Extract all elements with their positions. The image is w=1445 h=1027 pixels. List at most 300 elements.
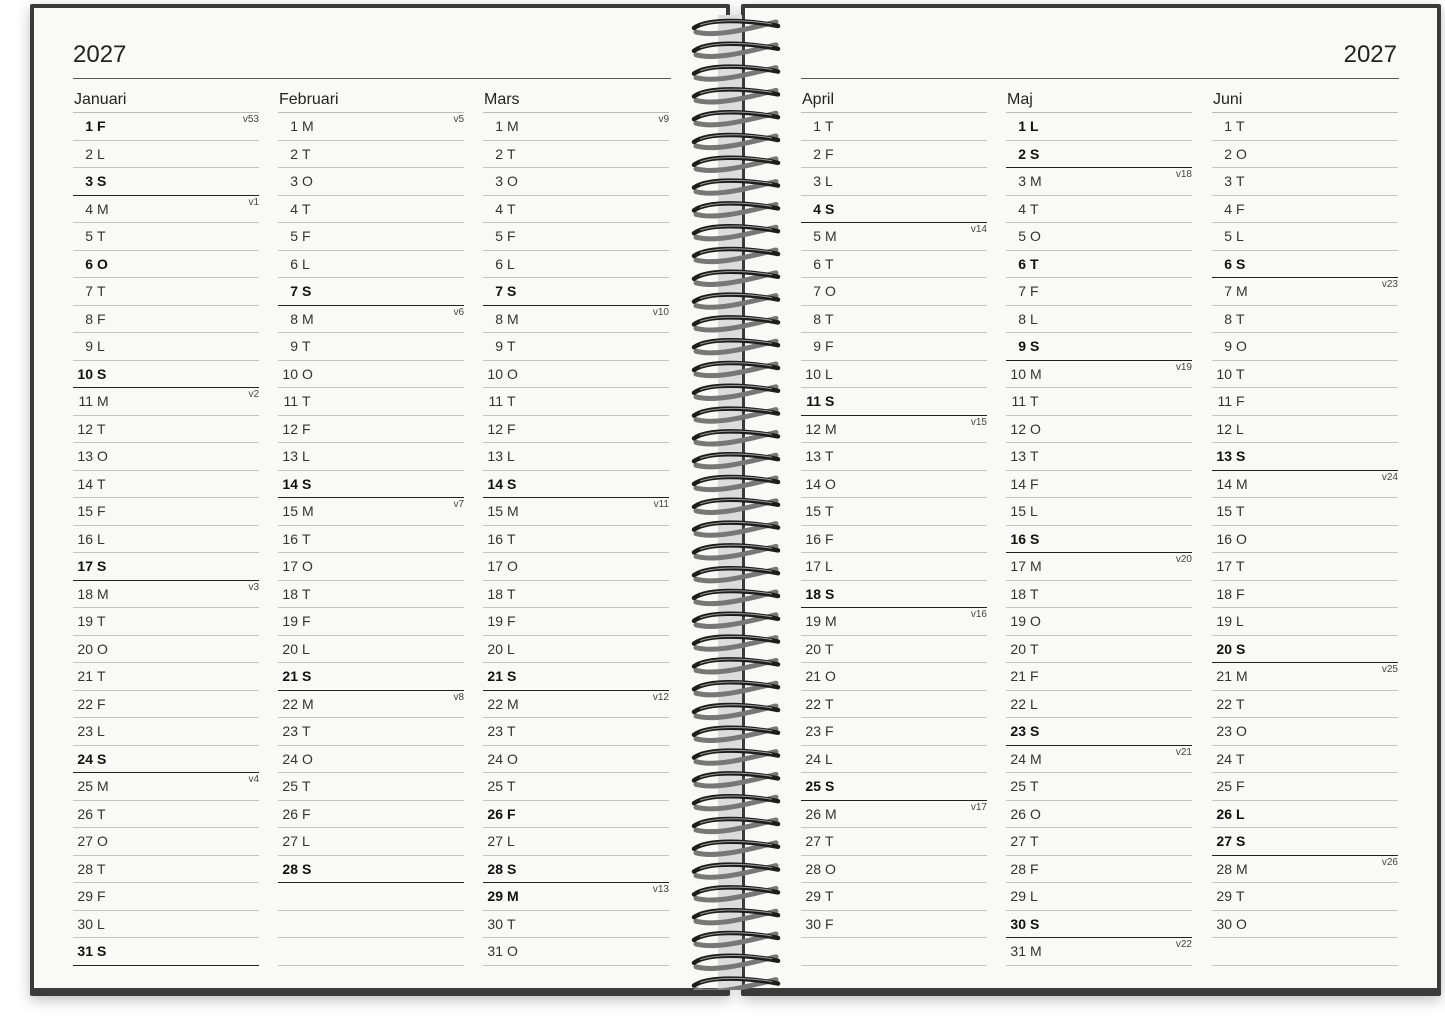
day-row[interactable] bbox=[278, 113, 464, 141]
day-row[interactable] bbox=[278, 608, 464, 636]
spiral-loop bbox=[694, 636, 778, 649]
day-row[interactable] bbox=[801, 718, 987, 746]
day-row[interactable] bbox=[801, 361, 987, 389]
weekday-letter: M bbox=[1236, 475, 1248, 492]
spiral-loop bbox=[694, 272, 778, 285]
spiral-loop bbox=[694, 864, 778, 877]
day-row[interactable] bbox=[801, 663, 987, 691]
day-row[interactable] bbox=[1006, 526, 1192, 554]
day-row[interactable] bbox=[483, 856, 669, 884]
day-row[interactable] bbox=[801, 608, 987, 636]
day-row[interactable] bbox=[1212, 718, 1398, 746]
spiral-loop bbox=[694, 910, 778, 923]
day-row[interactable] bbox=[483, 168, 669, 196]
weekday-letter: T bbox=[97, 283, 106, 299]
day-number: 12 bbox=[805, 420, 821, 437]
day-number: 2 bbox=[290, 145, 298, 162]
day-row[interactable] bbox=[483, 526, 669, 554]
weekday-letter: O bbox=[97, 833, 108, 849]
day-row[interactable] bbox=[278, 773, 464, 801]
month-column bbox=[73, 90, 259, 966]
day-row[interactable] bbox=[73, 416, 259, 444]
day-row[interactable] bbox=[1212, 553, 1398, 581]
day-row[interactable] bbox=[1212, 801, 1398, 829]
day-number: 15 bbox=[1010, 503, 1026, 519]
day-row[interactable] bbox=[73, 938, 259, 966]
day-row[interactable] bbox=[801, 333, 987, 361]
day-row[interactable] bbox=[73, 828, 259, 856]
day-row[interactable] bbox=[801, 141, 987, 169]
day-row[interactable] bbox=[1212, 498, 1398, 526]
day-list bbox=[483, 113, 669, 966]
day-number: 9 bbox=[290, 338, 298, 354]
weekday-letter: M bbox=[302, 118, 314, 134]
weekday-letter: O bbox=[1030, 228, 1041, 244]
day-row[interactable] bbox=[1212, 223, 1398, 251]
day-row[interactable] bbox=[73, 608, 259, 636]
day-row[interactable] bbox=[801, 113, 987, 141]
day-row[interactable] bbox=[1006, 608, 1192, 636]
day-row[interactable] bbox=[483, 553, 669, 581]
day-row[interactable] bbox=[1006, 113, 1192, 141]
weekday-letter: T bbox=[1236, 888, 1245, 904]
day-row[interactable] bbox=[73, 636, 259, 664]
day-row[interactable] bbox=[73, 911, 259, 939]
spiral-loop bbox=[694, 500, 778, 513]
day-row[interactable] bbox=[278, 251, 464, 279]
day-row[interactable] bbox=[483, 113, 669, 141]
day-row[interactable] bbox=[73, 251, 259, 279]
weekday-letter: F bbox=[825, 338, 834, 354]
day-number: 18 bbox=[1010, 585, 1026, 602]
day-row[interactable] bbox=[1212, 416, 1398, 444]
day-row[interactable] bbox=[483, 333, 669, 361]
day-row[interactable] bbox=[801, 581, 987, 609]
day-row[interactable] bbox=[1006, 388, 1192, 416]
day-row[interactable] bbox=[483, 416, 669, 444]
day-row[interactable] bbox=[801, 691, 987, 719]
day-number: 21 bbox=[282, 668, 298, 684]
day-row[interactable] bbox=[801, 553, 987, 581]
spiral-loop bbox=[694, 363, 778, 376]
weekday-letter: L bbox=[825, 750, 833, 767]
day-number: 11 bbox=[1217, 393, 1232, 409]
day-number: 8 bbox=[1018, 310, 1026, 327]
day-row[interactable] bbox=[278, 663, 464, 691]
day-row[interactable] bbox=[73, 443, 259, 471]
day-row[interactable] bbox=[483, 608, 669, 636]
weekday-letter: T bbox=[302, 778, 311, 794]
day-row[interactable] bbox=[278, 278, 464, 306]
day-number: 16 bbox=[805, 530, 821, 547]
day-row[interactable] bbox=[73, 663, 259, 691]
weekday-letter: S bbox=[1236, 640, 1246, 657]
month-name: Maj bbox=[1006, 90, 1192, 113]
day-number: 8 bbox=[813, 310, 821, 327]
day-row[interactable] bbox=[1006, 718, 1192, 746]
day-row[interactable] bbox=[801, 746, 987, 774]
day-row[interactable] bbox=[73, 801, 259, 829]
day-row[interactable] bbox=[1212, 141, 1398, 169]
day-row[interactable] bbox=[1212, 168, 1398, 196]
day-row[interactable] bbox=[1212, 911, 1398, 939]
day-row[interactable] bbox=[1006, 828, 1192, 856]
day-row[interactable] bbox=[1006, 938, 1192, 966]
day-row[interactable] bbox=[801, 471, 987, 499]
day-row[interactable] bbox=[278, 718, 464, 746]
day-row[interactable] bbox=[1212, 361, 1398, 389]
day-row[interactable] bbox=[1212, 278, 1398, 306]
day-row[interactable] bbox=[801, 526, 987, 554]
weekday-letter: M bbox=[97, 778, 109, 794]
weekday-letter: S bbox=[1030, 338, 1040, 354]
day-row[interactable] bbox=[801, 773, 987, 801]
day-row[interactable] bbox=[1006, 443, 1192, 471]
day-number: 4 bbox=[290, 200, 298, 217]
day-row[interactable] bbox=[73, 168, 259, 196]
day-row[interactable] bbox=[483, 223, 669, 251]
day-number: 9 bbox=[495, 338, 503, 354]
weekday-letter: M bbox=[825, 805, 837, 822]
day-row[interactable] bbox=[1006, 251, 1192, 279]
day-row[interactable] bbox=[278, 443, 464, 471]
day-row[interactable] bbox=[1006, 168, 1192, 196]
month-column bbox=[1212, 90, 1398, 966]
weekday-letter: M bbox=[825, 420, 837, 437]
day-row[interactable] bbox=[801, 498, 987, 526]
day-row[interactable] bbox=[1212, 608, 1398, 636]
day-number: 14 bbox=[282, 475, 298, 492]
day-row[interactable] bbox=[1212, 443, 1398, 471]
day-row[interactable] bbox=[1006, 911, 1192, 939]
day-number: 21 bbox=[1216, 668, 1232, 684]
day-number: 23 bbox=[487, 723, 503, 739]
weekday-letter: O bbox=[1236, 723, 1247, 739]
day-number: 2 bbox=[1018, 145, 1026, 162]
day-number: 12 bbox=[282, 420, 298, 437]
day-number: 6 bbox=[1224, 255, 1232, 272]
day-row[interactable] bbox=[1006, 663, 1192, 691]
day-row[interactable] bbox=[1212, 581, 1398, 609]
day-row[interactable] bbox=[483, 581, 669, 609]
day-row[interactable] bbox=[801, 388, 987, 416]
day-row[interactable] bbox=[1212, 636, 1398, 664]
weekday-letter: O bbox=[1236, 530, 1247, 547]
day-row[interactable] bbox=[278, 746, 464, 774]
day-number: 28 bbox=[77, 860, 93, 877]
spiral-loop bbox=[694, 978, 778, 990]
week-number: v25 bbox=[1381, 664, 1398, 675]
day-number: 1 bbox=[85, 118, 93, 134]
weekday-letter: L bbox=[97, 530, 105, 547]
weekday-letter: T bbox=[302, 145, 311, 162]
day-row[interactable] bbox=[278, 883, 464, 911]
weekday-letter: F bbox=[302, 613, 311, 629]
day-number: 22 bbox=[487, 695, 503, 712]
day-row[interactable] bbox=[483, 443, 669, 471]
day-row[interactable] bbox=[483, 306, 669, 334]
day-row[interactable] bbox=[801, 223, 987, 251]
day-row[interactable] bbox=[278, 471, 464, 499]
day-row[interactable] bbox=[73, 196, 259, 224]
week-number: v13 bbox=[652, 884, 669, 895]
day-number: 23 bbox=[805, 723, 821, 739]
spiral-loop bbox=[694, 728, 778, 741]
day-number: 29 bbox=[1216, 888, 1232, 904]
weekday-letter: T bbox=[507, 723, 516, 739]
day-row[interactable] bbox=[278, 498, 464, 526]
day-row[interactable] bbox=[801, 856, 987, 884]
day-row[interactable] bbox=[1212, 746, 1398, 774]
day-row[interactable] bbox=[278, 938, 464, 966]
day-number: 11 bbox=[488, 393, 503, 409]
weekday-letter: M bbox=[1030, 173, 1042, 189]
month-column bbox=[801, 90, 987, 966]
day-row[interactable] bbox=[73, 691, 259, 719]
day-row[interactable] bbox=[801, 416, 987, 444]
day-row[interactable] bbox=[1006, 553, 1192, 581]
day-number: 18 bbox=[487, 585, 503, 602]
day-row[interactable] bbox=[483, 746, 669, 774]
weekday-letter: M bbox=[97, 393, 109, 409]
week-number: v17 bbox=[970, 801, 987, 813]
day-row[interactable] bbox=[801, 306, 987, 334]
day-row[interactable] bbox=[801, 801, 987, 829]
day-row[interactable] bbox=[278, 388, 464, 416]
day-row[interactable] bbox=[801, 196, 987, 224]
day-row[interactable] bbox=[801, 938, 987, 966]
day-row[interactable] bbox=[1006, 883, 1192, 911]
day-row[interactable] bbox=[483, 691, 669, 719]
day-row[interactable] bbox=[73, 746, 259, 774]
spiral-loop bbox=[694, 887, 778, 900]
day-row[interactable] bbox=[483, 196, 669, 224]
day-row[interactable] bbox=[278, 141, 464, 169]
day-row[interactable] bbox=[801, 636, 987, 664]
day-row[interactable] bbox=[73, 278, 259, 306]
day-row[interactable] bbox=[801, 911, 987, 939]
weekday-letter: L bbox=[302, 255, 310, 272]
day-row[interactable] bbox=[73, 333, 259, 361]
day-number: 14 bbox=[1010, 475, 1026, 492]
day-row[interactable] bbox=[801, 883, 987, 911]
day-row[interactable] bbox=[1212, 773, 1398, 801]
day-row[interactable] bbox=[73, 856, 259, 884]
day-row[interactable] bbox=[1006, 746, 1192, 774]
day-number: 18 bbox=[1216, 585, 1232, 602]
spiral-loop bbox=[694, 408, 778, 421]
day-row[interactable] bbox=[1006, 141, 1192, 169]
day-row[interactable] bbox=[1212, 828, 1398, 856]
day-row[interactable] bbox=[278, 691, 464, 719]
day-row[interactable] bbox=[73, 553, 259, 581]
day-row[interactable] bbox=[483, 361, 669, 389]
day-row[interactable] bbox=[73, 773, 259, 801]
day-row[interactable] bbox=[483, 278, 669, 306]
day-row[interactable] bbox=[1212, 251, 1398, 279]
day-row[interactable] bbox=[1212, 388, 1398, 416]
day-row[interactable] bbox=[1212, 306, 1398, 334]
day-row[interactable] bbox=[1006, 498, 1192, 526]
day-row[interactable] bbox=[1212, 333, 1398, 361]
day-row[interactable] bbox=[1006, 361, 1192, 389]
day-number: 5 bbox=[290, 228, 298, 244]
day-row[interactable] bbox=[73, 388, 259, 416]
day-row[interactable] bbox=[73, 113, 259, 141]
day-number: 26 bbox=[805, 805, 821, 822]
day-row[interactable] bbox=[1212, 938, 1398, 966]
day-row[interactable] bbox=[73, 718, 259, 746]
spiral-loop bbox=[694, 933, 778, 946]
day-row[interactable] bbox=[1212, 883, 1398, 911]
month-name: Juni bbox=[1212, 90, 1398, 113]
day-number: 20 bbox=[1216, 640, 1232, 657]
day-row[interactable] bbox=[483, 828, 669, 856]
day-row[interactable] bbox=[73, 883, 259, 911]
weekday-letter: L bbox=[507, 833, 515, 849]
day-number: 17 bbox=[487, 558, 503, 574]
day-row[interactable] bbox=[278, 526, 464, 554]
weekday-letter: O bbox=[97, 255, 108, 272]
day-row[interactable] bbox=[801, 168, 987, 196]
day-row[interactable] bbox=[483, 718, 669, 746]
day-number: 10 bbox=[77, 365, 93, 382]
day-list bbox=[73, 113, 259, 966]
day-row[interactable] bbox=[1006, 333, 1192, 361]
day-row[interactable] bbox=[1212, 856, 1398, 884]
day-row[interactable] bbox=[1006, 471, 1192, 499]
day-row[interactable] bbox=[73, 141, 259, 169]
day-number: 9 bbox=[813, 338, 821, 354]
day-row[interactable] bbox=[1006, 856, 1192, 884]
day-row[interactable] bbox=[1006, 278, 1192, 306]
day-row[interactable] bbox=[483, 636, 669, 664]
day-row[interactable] bbox=[1006, 691, 1192, 719]
day-number: 22 bbox=[77, 695, 93, 712]
day-row[interactable] bbox=[278, 553, 464, 581]
day-row[interactable] bbox=[1006, 223, 1192, 251]
day-row[interactable] bbox=[278, 168, 464, 196]
day-row[interactable] bbox=[801, 443, 987, 471]
day-number: 21 bbox=[1010, 668, 1026, 684]
day-number: 31 bbox=[77, 943, 93, 959]
day-row[interactable] bbox=[73, 361, 259, 389]
day-row[interactable] bbox=[1006, 773, 1192, 801]
day-row[interactable] bbox=[278, 636, 464, 664]
day-row[interactable] bbox=[1212, 526, 1398, 554]
spiral-loop bbox=[694, 44, 778, 57]
day-row[interactable] bbox=[483, 251, 669, 279]
day-row[interactable] bbox=[483, 938, 669, 966]
day-row[interactable] bbox=[483, 471, 669, 499]
day-row[interactable] bbox=[801, 828, 987, 856]
spiral-loop bbox=[694, 568, 778, 581]
weekday-letter: F bbox=[507, 228, 516, 244]
day-row[interactable] bbox=[278, 416, 464, 444]
day-row[interactable] bbox=[483, 388, 669, 416]
day-number: 24 bbox=[1010, 750, 1026, 767]
weekday-letter: O bbox=[302, 173, 313, 189]
day-number: 25 bbox=[77, 778, 93, 794]
day-row[interactable] bbox=[73, 498, 259, 526]
weekday-letter: T bbox=[507, 393, 516, 409]
day-number: 19 bbox=[77, 613, 93, 629]
weekday-letter: F bbox=[1236, 393, 1245, 409]
weekday-letter: T bbox=[97, 420, 106, 437]
day-row[interactable] bbox=[1006, 636, 1192, 664]
day-row[interactable] bbox=[278, 333, 464, 361]
weekday-letter: T bbox=[825, 310, 834, 327]
weekday-letter: S bbox=[1030, 530, 1040, 547]
day-number: 11 bbox=[806, 393, 821, 409]
day-number: 1 bbox=[1018, 118, 1026, 134]
spiral-loop bbox=[694, 340, 778, 353]
day-row[interactable] bbox=[278, 911, 464, 939]
left-page bbox=[34, 8, 726, 988]
day-row[interactable] bbox=[1006, 416, 1192, 444]
day-row[interactable] bbox=[278, 801, 464, 829]
day-number: 16 bbox=[487, 530, 503, 547]
day-number: 15 bbox=[487, 503, 503, 519]
spiral-loop bbox=[694, 454, 778, 467]
day-row[interactable] bbox=[483, 498, 669, 526]
day-row[interactable] bbox=[73, 223, 259, 251]
day-row[interactable] bbox=[1212, 113, 1398, 141]
day-row[interactable] bbox=[1006, 196, 1192, 224]
day-row[interactable] bbox=[801, 278, 987, 306]
day-row[interactable] bbox=[1006, 801, 1192, 829]
day-number: 2 bbox=[495, 145, 503, 162]
day-number: 6 bbox=[85, 255, 93, 272]
right-year: 2027 bbox=[1343, 41, 1397, 68]
day-row[interactable] bbox=[73, 471, 259, 499]
weekday-letter: F bbox=[1030, 860, 1039, 877]
day-row[interactable] bbox=[483, 801, 669, 829]
weekday-letter: T bbox=[302, 585, 311, 602]
day-row[interactable] bbox=[278, 581, 464, 609]
weekday-letter: T bbox=[825, 640, 834, 657]
day-row[interactable] bbox=[483, 663, 669, 691]
weekday-letter: T bbox=[1030, 833, 1039, 849]
day-row[interactable] bbox=[483, 773, 669, 801]
week-number: v3 bbox=[248, 581, 259, 593]
day-row[interactable] bbox=[801, 251, 987, 279]
day-row[interactable] bbox=[73, 581, 259, 609]
day-row[interactable] bbox=[73, 526, 259, 554]
day-row[interactable] bbox=[278, 856, 464, 884]
weekday-letter: T bbox=[825, 695, 834, 712]
day-row[interactable] bbox=[278, 361, 464, 389]
weekday-letter: O bbox=[825, 283, 836, 299]
day-row[interactable] bbox=[483, 911, 669, 939]
day-row[interactable] bbox=[483, 141, 669, 169]
day-row[interactable] bbox=[1006, 581, 1192, 609]
day-row[interactable] bbox=[1212, 663, 1398, 691]
day-row[interactable] bbox=[483, 883, 669, 911]
day-row[interactable] bbox=[1006, 306, 1192, 334]
day-number: 28 bbox=[1010, 860, 1026, 877]
day-row[interactable] bbox=[1212, 196, 1398, 224]
day-row[interactable] bbox=[1212, 691, 1398, 719]
day-row[interactable] bbox=[1212, 471, 1398, 499]
day-row[interactable] bbox=[278, 223, 464, 251]
day-number: 28 bbox=[487, 860, 503, 877]
day-row[interactable] bbox=[73, 306, 259, 334]
day-number: 16 bbox=[77, 530, 93, 547]
day-row[interactable] bbox=[278, 306, 464, 334]
day-row[interactable] bbox=[278, 196, 464, 224]
day-row[interactable] bbox=[278, 828, 464, 856]
